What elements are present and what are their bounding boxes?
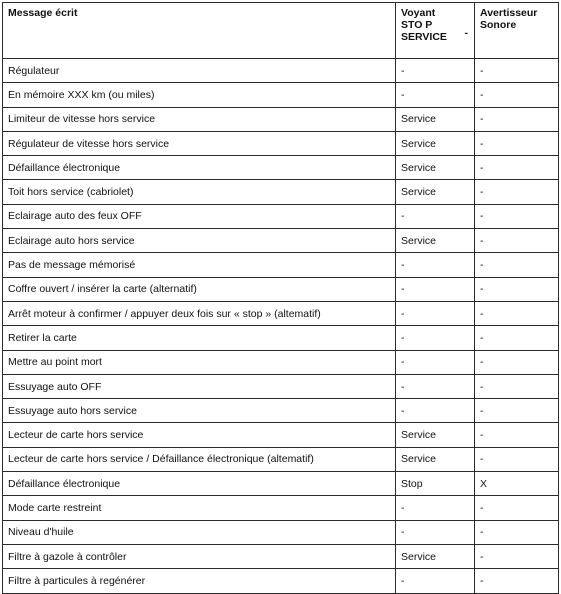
cell-voyant: Service bbox=[396, 180, 475, 204]
cell-message: Défaillance électronique bbox=[3, 472, 396, 496]
cell-avertisseur: - bbox=[475, 131, 559, 155]
table-row bbox=[3, 544, 559, 568]
cell-voyant: - bbox=[396, 301, 475, 325]
cell-voyant: - bbox=[396, 326, 475, 350]
cell-voyant: Service bbox=[396, 229, 475, 253]
header-message: Message écrit bbox=[3, 3, 396, 59]
cell-message: Mode carte restreint bbox=[3, 496, 396, 520]
cell-avertisseur: - bbox=[475, 399, 559, 423]
cell-voyant: - bbox=[396, 204, 475, 228]
cell-voyant: Service bbox=[396, 156, 475, 180]
cell-message: Coffre ouvert / insérer la carte (alternatif) bbox=[3, 277, 396, 301]
cell-message: Niveau d'huile bbox=[3, 520, 396, 544]
cell-avertisseur: - bbox=[475, 326, 559, 350]
table-row bbox=[3, 496, 559, 520]
cell-message: Essuyage auto hors service bbox=[3, 399, 396, 423]
cell-voyant: Service bbox=[396, 107, 475, 131]
table-row bbox=[3, 423, 559, 447]
cell-voyant: - bbox=[396, 569, 475, 593]
table-row bbox=[3, 253, 559, 277]
cell-voyant: - bbox=[396, 496, 475, 520]
table-row bbox=[3, 156, 559, 180]
cell-message: Limiteur de vitesse hors service bbox=[3, 107, 396, 131]
table-row bbox=[3, 229, 559, 253]
cell-message: Régulateur de vitesse hors service bbox=[3, 131, 396, 155]
cell-avertisseur: - bbox=[475, 253, 559, 277]
cell-avertisseur: - bbox=[475, 520, 559, 544]
messages-table bbox=[2, 2, 559, 594]
table-row bbox=[3, 350, 559, 374]
cell-avertisseur: - bbox=[475, 374, 559, 398]
header-avertisseur-line-2: Sonore bbox=[480, 19, 517, 31]
table-row bbox=[3, 326, 559, 350]
table-header-row bbox=[3, 3, 559, 59]
cell-voyant: - bbox=[396, 83, 475, 107]
cell-voyant: - bbox=[396, 253, 475, 277]
cell-message: Essuyage auto OFF bbox=[3, 374, 396, 398]
cell-message: Lecteur de carte hors service / Défaillance électronique (altematif) bbox=[3, 447, 396, 471]
header-voyant-line-3: SERVICE bbox=[401, 31, 447, 43]
table-row bbox=[3, 447, 559, 471]
cell-voyant: - bbox=[396, 374, 475, 398]
cell-voyant: - bbox=[396, 59, 475, 83]
cell-avertisseur: - bbox=[475, 107, 559, 131]
cell-message: Eclairage auto hors service bbox=[3, 229, 396, 253]
cell-message: Arrêt moteur à confirmer / appuyer deux fois sur « stop » (altematif) bbox=[3, 301, 396, 325]
table-row bbox=[3, 277, 559, 301]
cell-avertisseur: X bbox=[475, 472, 559, 496]
cell-avertisseur: - bbox=[475, 59, 559, 83]
cell-message: Mettre au point mort bbox=[3, 350, 396, 374]
cell-voyant: - bbox=[396, 277, 475, 301]
header-voyant bbox=[396, 3, 475, 59]
cell-voyant: Stop bbox=[396, 472, 475, 496]
cell-avertisseur: - bbox=[475, 180, 559, 204]
header-voyant-line-2: STO P bbox=[401, 19, 433, 31]
cell-avertisseur: - bbox=[475, 301, 559, 325]
cell-message: En mémoire XXX km (ou miles) bbox=[3, 83, 396, 107]
table-row bbox=[3, 520, 559, 544]
cell-message: Filtre à particules à regénérer bbox=[3, 569, 396, 593]
cell-message: Retirer la carte bbox=[3, 326, 396, 350]
table-row bbox=[3, 107, 559, 131]
cell-avertisseur: - bbox=[475, 447, 559, 471]
cell-avertisseur: - bbox=[475, 204, 559, 228]
cell-voyant: - bbox=[396, 520, 475, 544]
cell-message: Régulateur bbox=[3, 59, 396, 83]
table-row bbox=[3, 180, 559, 204]
cell-avertisseur: - bbox=[475, 229, 559, 253]
cell-avertisseur: - bbox=[475, 83, 559, 107]
header-avertisseur-line-1: Avertisseur bbox=[480, 7, 538, 19]
cell-avertisseur: - bbox=[475, 350, 559, 374]
cell-voyant: Service bbox=[396, 447, 475, 471]
table-row bbox=[3, 301, 559, 325]
table-row bbox=[3, 374, 559, 398]
table-row bbox=[3, 472, 559, 496]
cell-voyant: Service bbox=[396, 131, 475, 155]
header-avertisseur bbox=[475, 3, 559, 59]
table-row bbox=[3, 83, 559, 107]
table-row bbox=[3, 204, 559, 228]
table-row bbox=[3, 569, 559, 593]
cell-avertisseur: - bbox=[475, 496, 559, 520]
cell-message: Lecteur de carte hors service bbox=[3, 423, 396, 447]
table-row bbox=[3, 131, 559, 155]
table-row bbox=[3, 59, 559, 83]
cell-voyant: - bbox=[396, 350, 475, 374]
cell-message: Défaillance électronique bbox=[3, 156, 396, 180]
cell-voyant: Service bbox=[396, 423, 475, 447]
table-row bbox=[3, 399, 559, 423]
cell-avertisseur: - bbox=[475, 277, 559, 301]
table-body bbox=[3, 59, 559, 594]
cell-message: Filtre à gazole à contrôler bbox=[3, 544, 396, 568]
cell-message: Toit hors service (cabriolet) bbox=[3, 180, 396, 204]
cell-message: Eclairage auto des feux OFF bbox=[3, 204, 396, 228]
cell-avertisseur: - bbox=[475, 423, 559, 447]
cell-avertisseur: - bbox=[475, 544, 559, 568]
cell-voyant: - bbox=[396, 399, 475, 423]
cell-voyant: Service bbox=[396, 544, 475, 568]
header-voyant-dash: - bbox=[464, 27, 468, 39]
cell-message: Pas de message mémorisé bbox=[3, 253, 396, 277]
header-voyant-line-1: Voyant bbox=[401, 7, 436, 19]
cell-avertisseur: - bbox=[475, 569, 559, 593]
cell-avertisseur: - bbox=[475, 156, 559, 180]
